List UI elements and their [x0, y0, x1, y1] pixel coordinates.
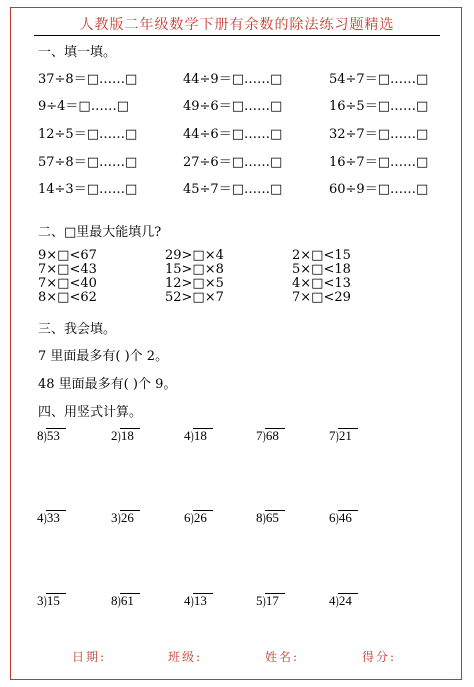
dividend: 13	[193, 593, 213, 607]
exercise: 37÷8＝□……□	[38, 72, 138, 87]
exercise: 60÷9＝□……□	[329, 182, 429, 197]
inequality: 9×□<67	[38, 248, 97, 263]
divisor: 4	[184, 593, 191, 608]
long-division: 2)18	[111, 428, 140, 444]
exercise: 12÷5＝□……□	[38, 127, 138, 142]
divisor: 7	[256, 428, 263, 443]
dividend: 68	[265, 428, 285, 442]
long-division: 6)26	[184, 510, 213, 526]
dividend: 24	[338, 593, 358, 607]
section2-heading: 二、□里最大能填几?	[38, 225, 162, 240]
dividend: 18	[193, 428, 213, 442]
dividend: 15	[46, 593, 66, 607]
long-division: 5)17	[256, 593, 285, 609]
long-division: 8)65	[256, 510, 285, 526]
divisor: 5	[256, 593, 263, 608]
inequality: 4×□<13	[292, 276, 351, 291]
footer-score-label: 得分:	[362, 650, 397, 664]
exercise: 44÷9＝□……□	[183, 72, 283, 87]
section4-heading: 四、用竖式计算。	[38, 405, 143, 420]
exercise: 14÷3＝□……□	[38, 182, 138, 197]
fill-question: 7 里面最多有( )个 2。	[38, 349, 169, 364]
long-division: 4)24	[329, 593, 358, 609]
dividend: 61	[120, 593, 140, 607]
inequality: 12>□×5	[165, 276, 224, 291]
exercise: 16÷5＝□……□	[329, 99, 429, 114]
fill-question: 48 里面最多有( )个 9。	[38, 377, 177, 392]
dividend: 17	[265, 593, 285, 607]
divisor: 6	[184, 510, 191, 525]
long-division: 4)33	[37, 510, 66, 526]
inequality-column	[292, 249, 351, 305]
page-title: 人教版二年级数学下册有余数的除法练习题精选	[79, 17, 395, 33]
section3-heading: 三、我会填。	[38, 322, 117, 337]
exercise: 49÷6＝□……□	[183, 99, 283, 114]
dividend: 21	[338, 428, 358, 442]
long-division: 4)18	[184, 428, 213, 444]
divisor: 4	[184, 428, 191, 443]
long-division: 4)13	[184, 593, 213, 609]
inequality-column	[38, 249, 97, 305]
inequality: 7×□<40	[38, 276, 97, 291]
dividend: 65	[265, 510, 285, 524]
inequality: 15>□×8	[165, 262, 224, 277]
dividend: 33	[46, 510, 66, 524]
inequality: 29>□×4	[165, 248, 224, 263]
inequality: 7×□<29	[292, 290, 351, 305]
divisor: 2	[111, 428, 118, 443]
divisor: 7	[329, 428, 336, 443]
exercise: 16÷7＝□……□	[329, 155, 429, 170]
inequality-column	[165, 249, 224, 305]
long-division: 7)68	[256, 428, 285, 444]
inequality: 8×□<62	[38, 290, 97, 305]
inequality: 5×□<18	[292, 262, 351, 277]
exercise: 44÷6＝□……□	[183, 127, 283, 142]
inequality: 52>□×7	[165, 290, 224, 305]
divisor: 4	[329, 593, 336, 608]
inequality: 7×□<43	[38, 262, 97, 277]
footer-name-label: 姓名:	[265, 650, 300, 664]
dividend: 26	[120, 510, 140, 524]
exercise: 32÷7＝□……□	[329, 127, 429, 142]
divisor: 3	[37, 593, 44, 608]
footer-date-label: 日期:	[72, 650, 107, 664]
exercise: 45÷7＝□……□	[183, 182, 283, 197]
title-underline	[34, 35, 440, 36]
divisor: 3	[111, 510, 118, 525]
long-division: 8)61	[111, 593, 140, 609]
exercise: 54÷7＝□……□	[329, 72, 429, 87]
divisor: 4	[37, 510, 44, 525]
exercise: 57÷8＝□……□	[38, 155, 138, 170]
inequality: 2×□<15	[292, 248, 351, 263]
long-division: 6)46	[329, 510, 358, 526]
exercise: 9÷4＝□……□	[38, 99, 130, 114]
dividend: 46	[338, 510, 358, 524]
exercise: 27÷6＝□……□	[183, 155, 283, 170]
dividend: 18	[120, 428, 140, 442]
footer-class-label: 班级:	[168, 650, 203, 664]
dividend: 53	[46, 428, 66, 442]
divisor: 8	[256, 510, 263, 525]
divisor: 8	[111, 593, 118, 608]
long-division: 8)53	[37, 428, 66, 444]
long-division: 7)21	[329, 428, 358, 444]
divisor: 6	[329, 510, 336, 525]
divisor: 8	[37, 428, 44, 443]
long-division: 3)15	[37, 593, 66, 609]
section1-heading: 一、填一填。	[38, 45, 117, 60]
long-division: 3)26	[111, 510, 140, 526]
dividend: 26	[193, 510, 213, 524]
